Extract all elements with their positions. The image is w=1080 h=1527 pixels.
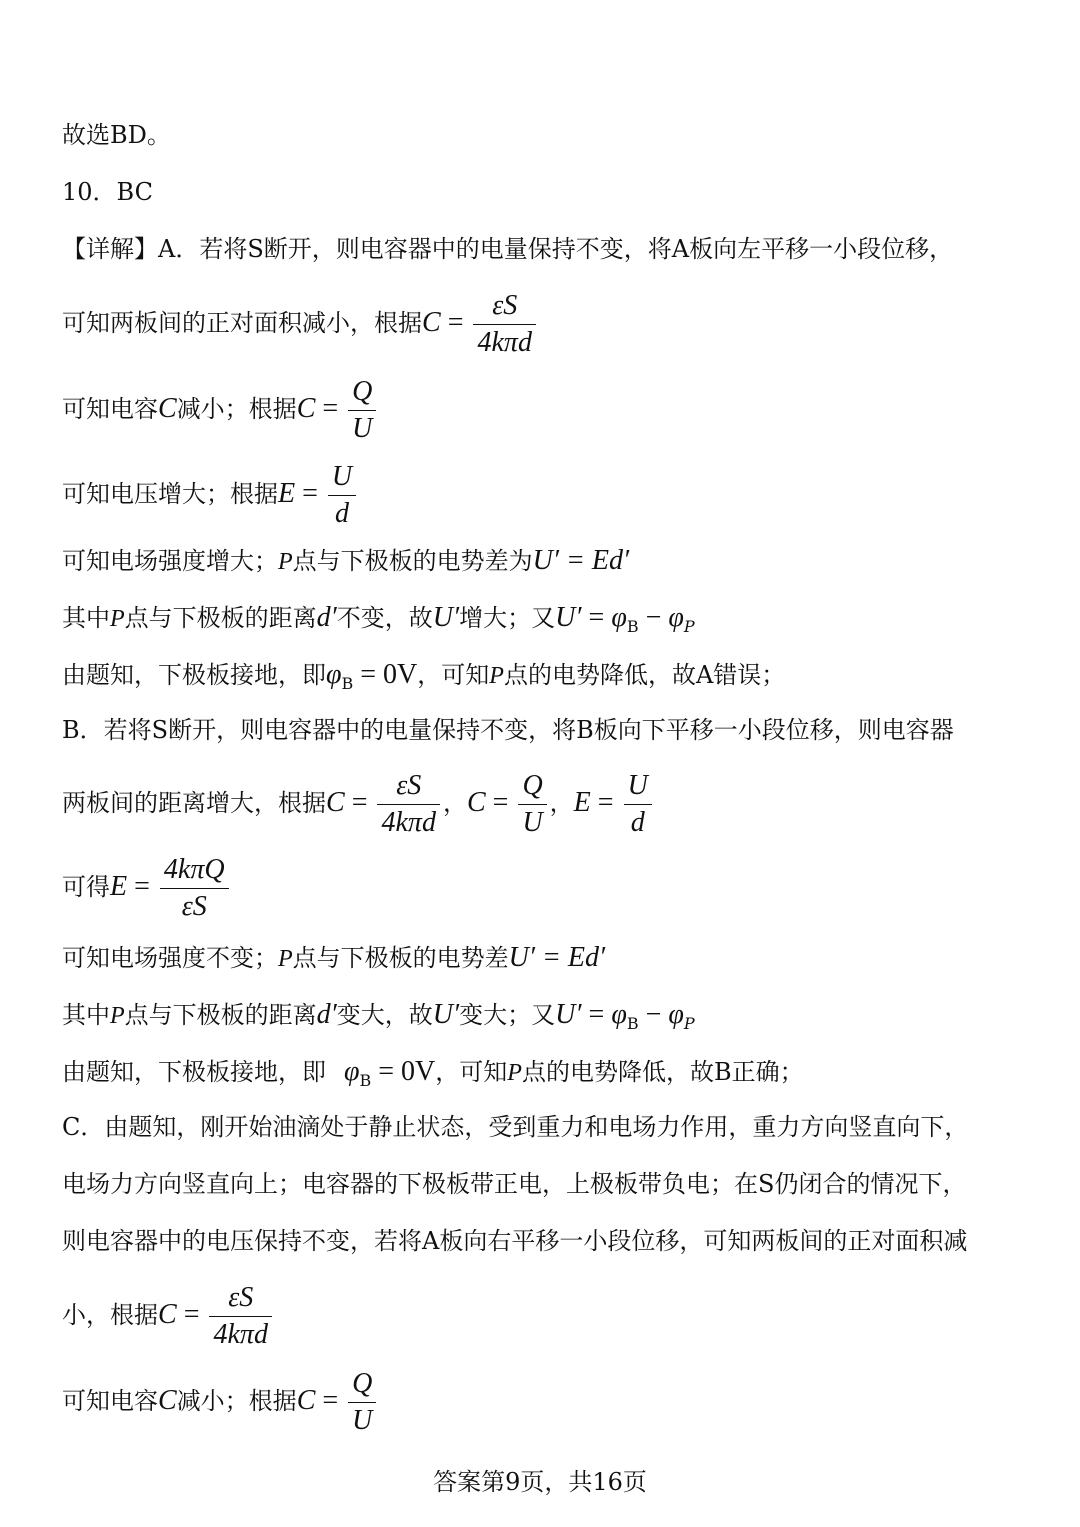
text: 其中 [62,1001,110,1029]
numerator: εS [473,288,535,325]
formula-line [62,852,232,925]
text: 点的电势降低，故A错误； [503,661,786,689]
text: 减小；根据 [176,395,297,423]
math-var: P [110,1003,125,1029]
numerator: Q [518,768,546,805]
denominator: U [352,413,373,444]
numerator: Q [348,374,376,411]
math-op: = [127,871,157,902]
math-op: = [581,602,612,633]
text: 点与下极板的电势差为 [292,547,533,575]
math-var: C [158,1385,177,1416]
text: ，可知 [417,661,490,689]
subscript: P [683,617,695,636]
math-var: C [422,307,441,338]
math-var: C [466,787,486,818]
math-op: = [485,787,516,818]
text-line [62,1058,804,1089]
text-line [62,1001,695,1032]
text: 减小；根据 [176,1387,297,1415]
text-line: 【详解】A．若将S断开，则电容器中的电量保持不变，将A板向左平移一小段位移， [62,235,954,263]
math-var: U′ [555,999,582,1030]
text-line [62,547,629,575]
text: 由题知，下极板接地，即 [62,1058,326,1086]
math-var: φ [326,659,342,690]
subscript: B [341,674,354,693]
math-op: − [638,602,669,633]
text: 点的电势降低，故B正确； [521,1058,804,1086]
math-var: d′ [316,999,337,1030]
math-var: U′ [432,999,460,1030]
denominator: 4kπd [213,1319,268,1350]
page-footer: 答案第9页，共16页 [433,1468,647,1496]
math-var: φ [668,602,684,633]
text: ，可知 [435,1058,508,1086]
math-var: P [489,663,504,689]
text-line: B．若将S断开，则电容器中的电量保持不变，将B板向下平移一小段位移，则电容器 [62,716,954,744]
text: 变大，故 [336,1001,433,1029]
math-op: = [581,999,612,1030]
denominator: U [352,1405,373,1436]
math-var: U′ [555,602,582,633]
fraction [473,288,535,361]
subscript: B [626,1014,639,1033]
text: 可知电场强度不变； [62,944,278,972]
text: 不变，故 [336,604,433,632]
text-line [62,661,785,692]
denominator: εS [181,891,207,922]
math-var: P [278,946,293,972]
subscript: P [683,1014,695,1033]
math-op: = [176,1299,207,1330]
fraction [328,459,356,532]
fraction [348,374,376,447]
math-var: P [507,1060,522,1086]
numerator: Q [348,1366,376,1403]
math-var: E [110,871,128,902]
denominator: U [522,807,543,838]
denominator: 4kπd [381,807,436,838]
text-line: 故选BD。 [62,121,171,149]
numerator: εS [209,1280,271,1317]
subscript: B [626,617,639,636]
math-var: φ [611,999,627,1030]
formula-line [62,374,379,447]
math-op: = [440,307,471,338]
math-var: E [278,478,296,509]
math-var: U′ [432,602,460,633]
text: 可知电容 [62,1387,158,1415]
text: 点与下极板的距离 [124,604,317,632]
text-line: 则电容器中的电压保持不变，若将A板向右平移一小段位移，可知两板间的正对面积减 [62,1227,968,1255]
math-op: = [344,787,375,818]
formula-line [62,768,655,841]
text: 两板间的距离增大，根据 [62,789,326,817]
denominator: d [335,498,350,529]
math-var: C [158,1299,177,1330]
text: 可知电场强度增大； [62,547,278,575]
text-line [62,604,695,635]
math-var: C [158,393,177,424]
math-op: = [590,787,621,818]
text: 由题知，下极板接地，即 [62,661,326,689]
text: 小，根据 [62,1301,158,1329]
denominator: d [630,807,645,838]
denominator: 4kπd [477,327,532,358]
text: 可得 [62,873,110,901]
text: 其中 [62,604,110,632]
math-var: C [296,393,316,424]
math-var: P [278,549,293,575]
question-number: 10．BC [62,178,153,206]
text-line: 电场力方向竖直向上；电容器的下极板带正电，上极板带负电；在S仍闭合的情况下， [62,1170,967,1198]
math-var: φ [668,999,684,1030]
formula-line [62,459,359,532]
math-var: C [326,787,345,818]
math-var: P [110,606,125,632]
math-var: d′ [316,602,337,633]
math-var: φ [344,1056,360,1087]
math-op: = [315,1385,346,1416]
text: 变大；又 [459,1001,556,1029]
numerator: U [328,459,356,496]
math-op: = [295,478,325,509]
math-expr: U′ = Ed′ [508,942,606,973]
numerator: U [624,768,652,805]
fraction [377,768,439,841]
text: 点与下极板的电势差 [292,944,509,972]
fraction [518,768,546,841]
math-op: = [315,393,346,424]
numerator: 4kπQ [160,852,229,889]
math-expr: = 0V [371,1056,436,1087]
formula-line [62,1366,379,1439]
text: ， [549,789,574,817]
text: 增大；又 [459,604,556,632]
math-op: − [638,999,669,1030]
math-var: C [296,1385,316,1416]
text-line [62,944,605,972]
fraction [209,1280,271,1353]
text: ， [442,789,467,817]
math-var: E [573,787,591,818]
fraction [348,1366,376,1439]
text: 点与下极板的距离 [124,1001,317,1029]
math-var: φ [611,602,627,633]
subscript: B [359,1071,372,1090]
fraction [624,768,652,841]
math-expr: U′ = Ed′ [532,545,630,576]
text: 可知电压增大；根据 [62,480,278,508]
fraction [160,852,229,925]
formula-line [62,1280,275,1353]
text: 可知两板间的正对面积减小，根据 [62,309,422,337]
numerator: εS [377,768,439,805]
text: 可知电容 [62,395,158,423]
math-expr: = 0V [353,659,418,690]
formula-line [62,288,539,361]
text-line: C．由题知，刚开始油滴处于静止状态，受到重力和电场力作用，重力方向竖直向下， [62,1113,969,1141]
